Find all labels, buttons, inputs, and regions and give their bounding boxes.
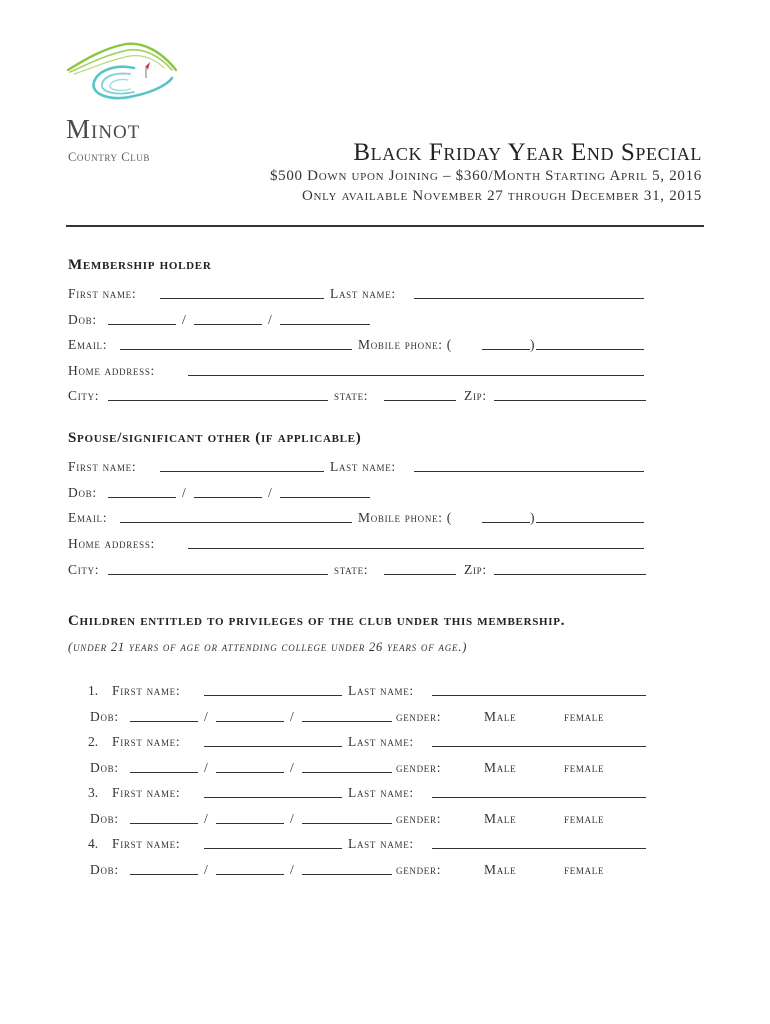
home-address-label: Home address: [68, 363, 155, 378]
child-4-dob-row [90, 861, 670, 879]
holder-address-row [68, 362, 668, 380]
dob-separator: / [290, 862, 294, 877]
holder-dob-row [68, 311, 668, 329]
page-title: Black Friday Year End Special [353, 139, 702, 166]
first-name-field[interactable] [204, 797, 342, 798]
child-number: 4. [88, 836, 99, 851]
dob-year-field[interactable] [302, 721, 392, 722]
dob-separator: / [290, 709, 294, 724]
state-label: state: [334, 388, 369, 403]
mobile-phone-label: Mobile phone: ( [358, 337, 452, 352]
gender-option-female[interactable]: female [564, 760, 605, 775]
child-2-dob-row [90, 759, 670, 777]
header-divider [66, 225, 704, 227]
first-name-field[interactable] [204, 695, 342, 696]
dob-separator: / [204, 811, 208, 826]
spouse-dob-row [68, 484, 668, 502]
zip-label: Zip: [464, 388, 487, 403]
zip-field[interactable] [494, 574, 646, 575]
first-name-label: First name: [112, 734, 181, 749]
mobile-paren: ) [530, 337, 535, 352]
offer-terms: $500 Down upon Joining – $360/Month Starting April 5, 2016 [269, 168, 702, 184]
dob-year-field[interactable] [302, 823, 392, 824]
last-name-label: Last name: [348, 683, 414, 698]
dob-year-field[interactable] [302, 874, 392, 875]
first-name-field[interactable] [204, 746, 342, 747]
gender-option-male[interactable]: Male [484, 862, 517, 877]
home-address-field[interactable] [188, 375, 644, 376]
spouse-name-row [68, 458, 668, 476]
dob-day-field[interactable] [216, 721, 284, 722]
first-name-field[interactable] [160, 298, 324, 299]
dob-label: Dob: [68, 312, 97, 327]
email-field[interactable] [120, 522, 352, 523]
dob-separator: / [182, 312, 186, 327]
home-address-label: Home address: [68, 536, 155, 551]
first-name-label: First name: [68, 459, 137, 474]
last-name-field[interactable] [432, 848, 646, 849]
gender-option-female[interactable]: female [564, 811, 605, 826]
first-name-label: First name: [112, 836, 181, 851]
last-name-field[interactable] [432, 695, 646, 696]
zip-field[interactable] [494, 400, 646, 401]
city-label: City: [68, 562, 100, 577]
dob-separator: / [182, 485, 186, 500]
dob-label: Dob: [68, 485, 97, 500]
spouse-address-row [68, 535, 668, 553]
gender-option-female[interactable]: female [564, 709, 605, 724]
gender-label: gender: [396, 709, 442, 724]
first-name-label: First name: [112, 785, 181, 800]
child-number: 2. [88, 734, 99, 749]
dob-year-field[interactable] [302, 772, 392, 773]
holder-name-row [68, 285, 668, 303]
state-label: state: [334, 562, 369, 577]
area-code-field[interactable] [482, 522, 530, 523]
dob-month-field[interactable] [130, 874, 198, 875]
membership-holder-heading: Membership holder [68, 257, 212, 273]
last-name-field[interactable] [414, 298, 644, 299]
dob-label: Dob: [90, 811, 119, 826]
last-name-label: Last name: [348, 836, 414, 851]
gender-option-female[interactable]: female [564, 862, 605, 877]
mobile-phone-field[interactable] [536, 349, 644, 350]
dob-day-field[interactable] [216, 772, 284, 773]
spouse-contact-row [68, 509, 668, 527]
area-code-field[interactable] [482, 349, 530, 350]
dob-separator: / [204, 862, 208, 877]
child-4-name-row [88, 835, 668, 853]
dob-day-field[interactable] [216, 823, 284, 824]
country-club-logo [64, 40, 180, 112]
last-name-field[interactable] [414, 471, 644, 472]
last-name-label: Last name: [348, 785, 414, 800]
first-name-field[interactable] [160, 471, 324, 472]
mobile-phone-label: Mobile phone: ( [358, 510, 452, 525]
email-label: Email: [68, 510, 108, 525]
city-field[interactable] [108, 400, 328, 401]
gender-label: gender: [396, 811, 442, 826]
email-label: Email: [68, 337, 108, 352]
dob-separator: / [204, 760, 208, 775]
dob-separator: / [290, 811, 294, 826]
child-number: 1. [88, 683, 99, 698]
last-name-label: Last name: [330, 459, 396, 474]
children-heading: Children entitled to privileges of the club under this membership. [68, 613, 566, 629]
dob-month-field[interactable] [130, 823, 198, 824]
offer-dates: Only available November 27 through December 31, 2015 [301, 188, 702, 204]
dob-month-field[interactable] [108, 497, 176, 498]
home-address-field[interactable] [188, 548, 644, 549]
gender-option-male[interactable]: Male [484, 760, 517, 775]
child-3-name-row [88, 784, 668, 802]
first-name-label: First name: [112, 683, 181, 698]
gender-option-male[interactable]: Male [484, 709, 517, 724]
child-number: 3. [88, 785, 99, 800]
dob-separator: / [290, 760, 294, 775]
child-1-name-row [88, 682, 668, 700]
gender-label: gender: [396, 862, 442, 877]
dob-label: Dob: [90, 709, 119, 724]
city-label: City: [68, 388, 100, 403]
gender-option-male[interactable]: Male [484, 811, 517, 826]
dob-day-field[interactable] [216, 874, 284, 875]
state-field[interactable] [384, 574, 456, 575]
first-name-field[interactable] [204, 848, 342, 849]
dob-label: Dob: [90, 862, 119, 877]
first-name-label: First name: [68, 286, 137, 301]
last-name-label: Last name: [348, 734, 414, 749]
mobile-paren: ) [530, 510, 535, 525]
dob-label: Dob: [90, 760, 119, 775]
last-name-field[interactable] [432, 746, 646, 747]
spouse-heading: Spouse/significant other (if applicable) [68, 430, 362, 446]
last-name-label: Last name: [330, 286, 396, 301]
dob-month-field[interactable] [108, 324, 176, 325]
holder-city-row [68, 387, 668, 405]
gender-label: gender: [396, 760, 442, 775]
dob-month-field[interactable] [130, 772, 198, 773]
spouse-city-row [68, 561, 668, 579]
child-2-name-row [88, 733, 668, 751]
last-name-field[interactable] [432, 797, 646, 798]
zip-label: Zip: [464, 562, 487, 577]
child-1-dob-row [90, 708, 670, 726]
dob-separator: / [204, 709, 208, 724]
dob-separator: / [268, 485, 272, 500]
email-field[interactable] [120, 349, 352, 350]
dob-day-field[interactable] [194, 324, 262, 325]
holder-contact-row [68, 336, 668, 354]
child-3-dob-row [90, 810, 670, 828]
dob-month-field[interactable] [130, 721, 198, 722]
mobile-phone-field[interactable] [536, 522, 644, 523]
club-subtitle: Country Club [68, 150, 151, 164]
dob-year-field[interactable] [280, 497, 370, 498]
club-name: Minot [66, 114, 141, 144]
dob-separator: / [268, 312, 272, 327]
state-field[interactable] [384, 400, 456, 401]
dob-year-field[interactable] [280, 324, 370, 325]
children-eligibility-note: (under 21 years of age or attending college under 26 years of age.) [68, 640, 468, 654]
city-field[interactable] [108, 574, 328, 575]
dob-day-field[interactable] [194, 497, 262, 498]
